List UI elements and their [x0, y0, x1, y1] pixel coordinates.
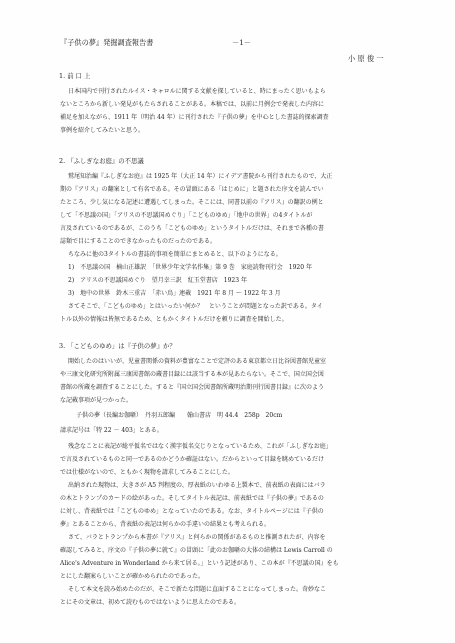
- paragraph-line: して「不思議の国」「アリスの不思議国めぐり」「こどものゆめ」「地中の世界」の4タイトルが: [60, 212, 313, 219]
- author-name: 小 原 俊 一: [348, 54, 384, 63]
- paragraph-line: 確認してみると、序文の『子供の夢に就て』の冒頭に「此のお伽噺の大体の結構は Lewis Carroll の: [60, 547, 333, 554]
- paragraph-line: の木とトランプのカードの絵があった。そしてタイトル表記は、前表紙では『子供の夢』であるの: [60, 495, 324, 502]
- paragraph-line: では仕様がないので、ともかく現物を請求してみることにした。: [60, 469, 234, 476]
- paragraph-line: や三康文化研究所附属三康図書館の蔵書目録には該当する本が見あたらない。そこで、国立国会図: [60, 371, 324, 378]
- paragraph-line: とにその文章は、初めて読むものではないように思えたのである。: [60, 599, 241, 606]
- paragraph-line: 補足を加えながら、1911 年（明治 44 年）に刊行された『子供の夢』を中心とした書誌的探索調査: [60, 114, 329, 121]
- list-item: 3) 地中の世界 鈴木三重吉 「赤い鳥」連載 1921 年 8 月 ～ 1922 年 3 月: [68, 290, 281, 297]
- paragraph-line: 夢』とあることから、背表紙の表記は何らかの手違いの結果とも考えられる。: [60, 521, 271, 528]
- paragraph-line: Alice's Adventure in Wonderland から来て居る。」という記述があり、この本が『不思議の国』をも: [60, 560, 339, 567]
- document-title: 『子供の夢』発掘調査報告書: [60, 38, 154, 47]
- paragraph-line: さて、バラとトランプから本書が『アリス』と何らかの関係があるものと推測されたが、内容を: [68, 534, 326, 541]
- paragraph-line: ちなみに他の3タイトルの書誌的事項を簡単にまとめると、以下のようになる。: [68, 251, 282, 258]
- paragraph-line: 誌類で目にすることのできなかったものだったのである。: [60, 238, 217, 245]
- paragraph-line: 開始したのはいいが、児童書関係の資料が豊富なことで定評のある東京都立日比谷図書館児童室: [68, 358, 327, 365]
- paragraph-line: 残念なことに表記が総平仮名ではなく漢字仮名交じりとなっているため、これが「ふしぎなお庭」: [68, 443, 332, 450]
- paragraph-line: ないところから新しい発見がもたらされることがある。本稿では、以前に月例会で発表した内容に: [60, 101, 325, 108]
- paragraph-line: に対し、背表紙では「こどものゆめ」となっていたのである。なお、タイトルページには『子供の: [60, 508, 324, 515]
- paragraph-line: トル以外の情報は皆無であるため、ともかくタイトルだけを頼りに調査を開始した。: [60, 316, 288, 323]
- catalog-entry: 子供の夢（長編お伽噺） 丹羽五郎編 翰山書店 明 44.4 258p 20cm: [76, 412, 283, 419]
- paragraph-line: 書館の所蔵を調査することにした。すると『国立国会図書館所蔵明治期刊行図書目録』に次のよう: [60, 384, 325, 391]
- paragraph-line: 日本国内で刊行されたルイス・キャロルに関する文献を探していると、時にまったく思いもよら: [68, 88, 326, 95]
- paragraph-line: 鷲尾知治編『ふしぎなお庭』は 1925 年（大正 14 年）にイデア書院から刊行されたもので、大正: [68, 173, 333, 180]
- list-item: 1) 不思議の国 楠山正雄訳 「世界少年文学名作集」第 9 巻 家庭読物刊行会 1920 年: [68, 264, 312, 271]
- paragraph-line: さてそこで、「こどものゆめ」とはいったい何か？ ということが問題となった訳である。タイ: [68, 303, 323, 310]
- paragraph-line: たところ、少し気になる記述に遭遇してしまった。そこには、同書以前の『アリス』の翻訳の例と: [60, 199, 324, 206]
- paragraph-line: そして本文を読み始めたのだが、そこで新たな問題に直面することになってしまった。奇妙なこ: [68, 586, 327, 593]
- paragraph-line: とにした翻案らしいことが確かめられたのであった。: [60, 573, 204, 580]
- section-3-heading: 3. 「こどものゆめ」は『子供の夢』か？: [59, 342, 176, 350]
- paragraph-line: で言及されているものと同一であるのかどうか確証はない。だからといって目録を眺めているだけ: [60, 456, 325, 463]
- list-item: 2) アリスの不思議国めぐり 望月幸三訳 紅玉堂書店 1923 年: [68, 277, 247, 284]
- section-2-heading: 2. 『ふしぎなお庭』の不思議: [59, 157, 144, 165]
- page-number: －1－: [232, 38, 251, 47]
- paragraph-line: な記載事項が見つかった。: [60, 397, 133, 404]
- section-1-heading: 1. 前 口 上: [59, 72, 91, 80]
- paragraph-line: 事例を紹介してみたいと思う。: [60, 127, 145, 134]
- paragraph-line: 出納された現物は、大きさが A5 判程度の、厚表紙のいわゆる上製本で、前表紙の表面にはバラ: [68, 482, 326, 489]
- call-number-line: 請求記号は「特 22 － 403」とある。: [60, 427, 163, 434]
- paragraph-line: 言及されているのであるが、このうち「こどものゆめ」というタイトルだけは、それまで各種の書: [60, 225, 324, 232]
- paragraph-line: 期の『アリス』の翻案として有名である。その冒頭にある「はじめに」と題された序文を読んでい: [60, 186, 324, 193]
